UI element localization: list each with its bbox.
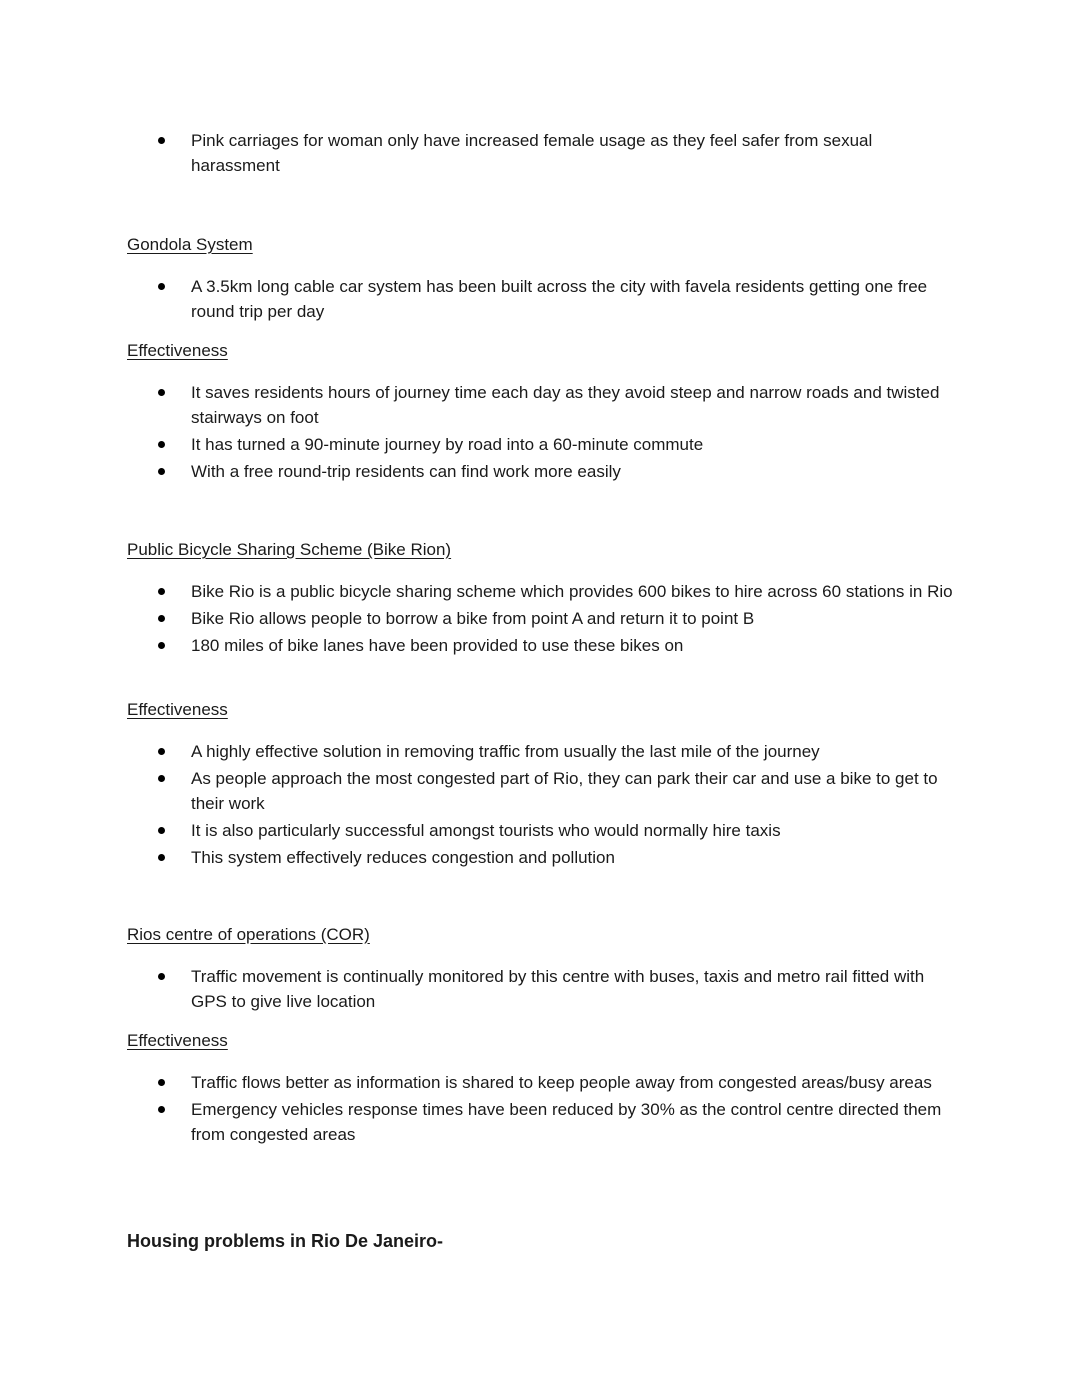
list-item: Traffic flows better as information is shared to keep people away from congested areas/busy areas [0,1070,1080,1095]
list-item: A 3.5km long cable car system has been built across the city with favela residents getting one free round trip per day [0,274,1080,324]
section-heading-effectiveness-gondola: Effectiveness [127,341,228,360]
bullet-list-cor [0,964,1080,1016]
bullet-dot-icon [158,389,165,396]
bullet-list-effectiveness-gondola [0,380,1080,486]
section-heading-cor: Rios centre of operations (COR) [127,925,370,944]
bullet-dot-icon [158,468,165,475]
bullet-dot-icon [158,854,165,861]
bullet-dot-icon [158,1106,165,1113]
list-item: It saves residents hours of journey time each day as they avoid steep and narrow roads and twisted stairways on foot [0,380,1080,430]
section-heading-effectiveness-bike: Effectiveness [127,700,228,719]
list-item: Bike Rio is a public bicycle sharing scheme which provides 600 bikes to hire across 60 stations in Rio [0,579,1080,604]
bullet-list-gondola-system [0,274,1080,326]
bullet-dot-icon [158,615,165,622]
list-item: Pink carriages for woman only have increased female usage as they feel safer from sexual harassment [0,128,1080,178]
list-item: It has turned a 90-minute journey by road into a 60-minute commute [0,432,1080,457]
list-item: Traffic movement is continually monitored by this centre with buses, taxis and metro rail fitted with GPS to give live location [0,964,1080,1014]
bullet-dot-icon [158,441,165,448]
list-item: This system effectively reduces congestion and pollution [0,845,1080,870]
list-item: It is also particularly successful amongst tourists who would normally hire taxis [0,818,1080,843]
bullet-dot-icon [158,1079,165,1086]
bullet-dot-icon [158,588,165,595]
bullet-dot-icon [158,748,165,755]
list-item: Emergency vehicles response times have been reduced by 30% as the control centre directed them from congested areas [0,1097,1080,1147]
bullet-dot-icon [158,283,165,290]
list-item: A highly effective solution in removing traffic from usually the last mile of the journey [0,739,1080,764]
bullet-dot-icon [158,973,165,980]
list-item: As people approach the most congested part of Rio, they can park their car and use a bike to get to their work [0,766,1080,816]
bullet-dot-icon [158,775,165,782]
bullet-list-effectiveness-cor [0,1070,1080,1149]
bullet-list-bike-sharing [0,579,1080,660]
section-heading-gondola-system: Gondola System [127,235,253,254]
bullet-list-pink-carriages [0,128,1080,180]
bullet-list-effectiveness-bike [0,739,1080,872]
bullet-dot-icon [158,137,165,144]
bullet-dot-icon [158,642,165,649]
bullet-dot-icon [158,827,165,834]
section-heading-effectiveness-cor: Effectiveness [127,1031,228,1050]
list-item: 180 miles of bike lanes have been provided to use these bikes on [0,633,1080,658]
section-heading-housing-problems: Housing problems in Rio De Janeiro- [127,1231,444,1251]
section-heading-bike-sharing: Public Bicycle Sharing Scheme (Bike Rion) [127,540,452,559]
list-item: With a free round-trip residents can find work more easily [0,459,1080,484]
list-item: Bike Rio allows people to borrow a bike from point A and return it to point B [0,606,1080,631]
